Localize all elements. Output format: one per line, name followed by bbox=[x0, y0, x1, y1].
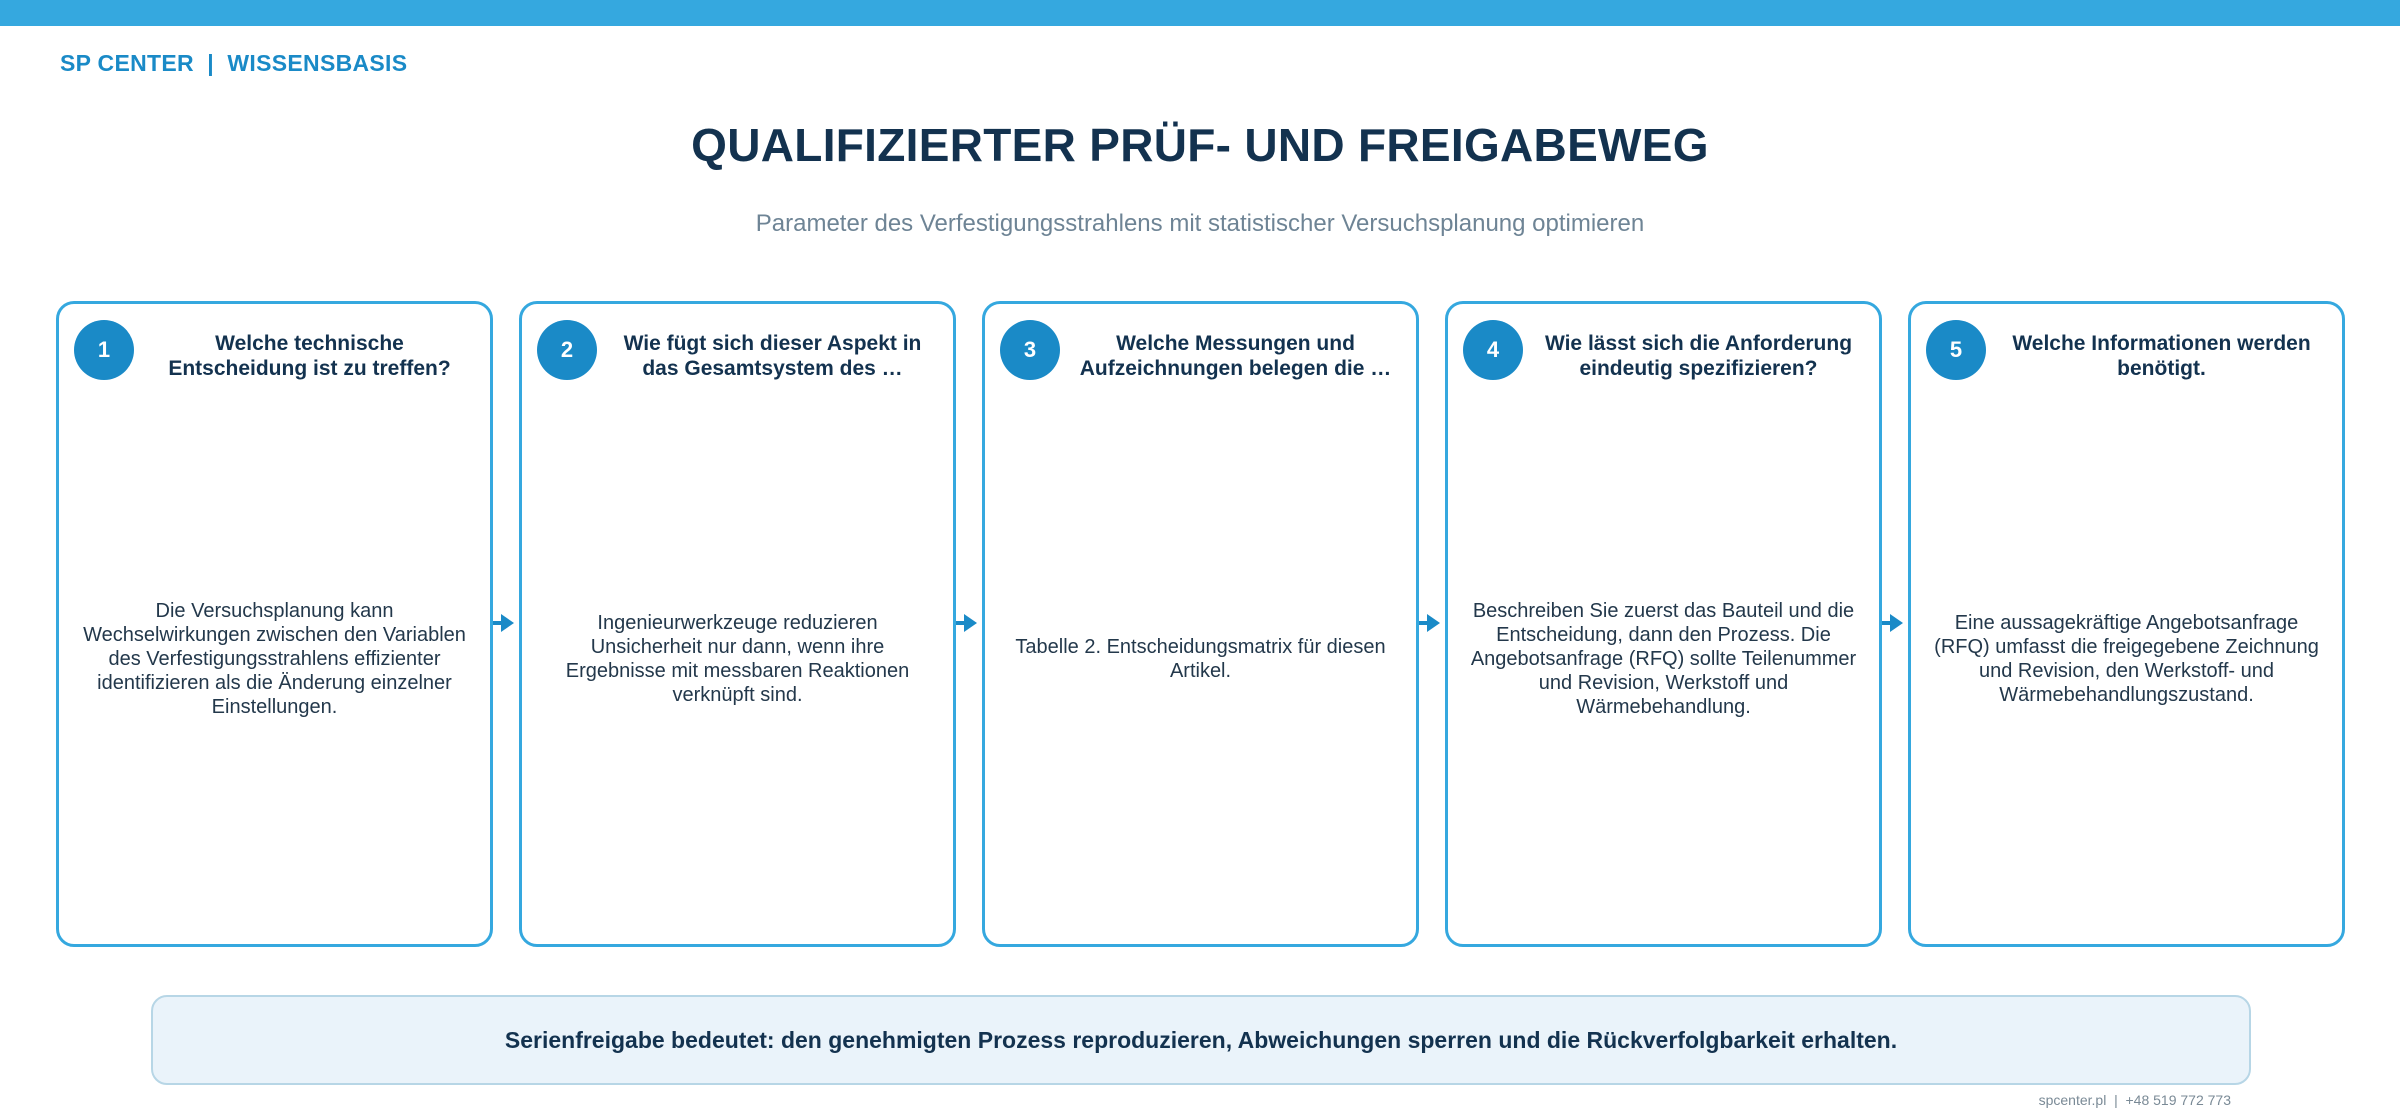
page-subtitle: Parameter des Verfestigungsstrahlens mit statistischer Versuchsplanung optimieren bbox=[755, 210, 1645, 237]
step-card-1 bbox=[56, 301, 493, 947]
step-number-badge: 3 bbox=[1000, 320, 1060, 380]
footer-statement: Serienfreigabe bedeutet: den genehmigten Prozess reproduzieren, Abweichungen sperren und die Rückverfolgbarkeit erhalten. bbox=[151, 995, 2251, 1085]
arrow-right-icon bbox=[1882, 611, 1904, 635]
brand-label: SP CENTER | WISSENSBASIS bbox=[60, 50, 408, 76]
step-title: Welche technische Entscheidung ist zu treffen? bbox=[168, 332, 451, 380]
step-card-4 bbox=[1445, 301, 1882, 947]
step-body: Ingenieurwerkzeuge reduzieren Unsicherheit nur dann, wenn ihre Ergebnisse mit messbaren Reaktionen verknüpft sind. bbox=[565, 612, 910, 706]
step-body: Eine aussagekräftige Angebotsanfrage (RFQ) umfasst die freigegebene Zeichnung und Revision, den Werkstoff- und Wärmebehandlungszustand. bbox=[1934, 612, 2319, 706]
step-title: Wie lässt sich die Anforderung eindeutig spezifizieren? bbox=[1544, 332, 1853, 380]
page-title: QUALIFIZIERTER PRÜF- UND FREIGABEWEG bbox=[691, 119, 1709, 171]
step-card-2 bbox=[519, 301, 956, 947]
step-card-3 bbox=[982, 301, 1419, 947]
step-title: Wie fügt sich dieser Aspekt in das Gesamtsystem des … bbox=[623, 332, 922, 380]
step-title: Welche Informationen werden benötigt. bbox=[2012, 332, 2311, 380]
step-card-5 bbox=[1908, 301, 2345, 947]
contact-info: spcenter.pl | +48 519 772 773 bbox=[2038, 1092, 2231, 1108]
arrow-right-icon bbox=[956, 611, 978, 635]
arrow-right-icon bbox=[1419, 611, 1441, 635]
step-number-badge: 1 bbox=[74, 320, 134, 380]
top-accent-bar bbox=[0, 0, 2400, 26]
step-body: Die Versuchsplanung kann Wechselwirkungen zwischen den Variablen des Verfestigungsstrahlens effizienter identifizieren als die Änderung einzelner Einstellungen. bbox=[83, 600, 466, 718]
step-number-badge: 4 bbox=[1463, 320, 1523, 380]
step-number-badge: 2 bbox=[537, 320, 597, 380]
step-body: Beschreiben Sie zuerst das Bauteil und die Entscheidung, dann den Prozess. Die Angebotsanfrage (RFQ) sollte Teilenummer und Revision, Werkstoff und Wärmebehandlung. bbox=[1470, 600, 1857, 718]
step-body: Tabelle 2. Entscheidungsmatrix für diesen Artikel. bbox=[1015, 636, 1386, 682]
step-title: Welche Messungen und Aufzeichnungen belegen die … bbox=[1079, 332, 1392, 380]
arrow-right-icon bbox=[493, 611, 515, 635]
step-number-badge: 5 bbox=[1926, 320, 1986, 380]
